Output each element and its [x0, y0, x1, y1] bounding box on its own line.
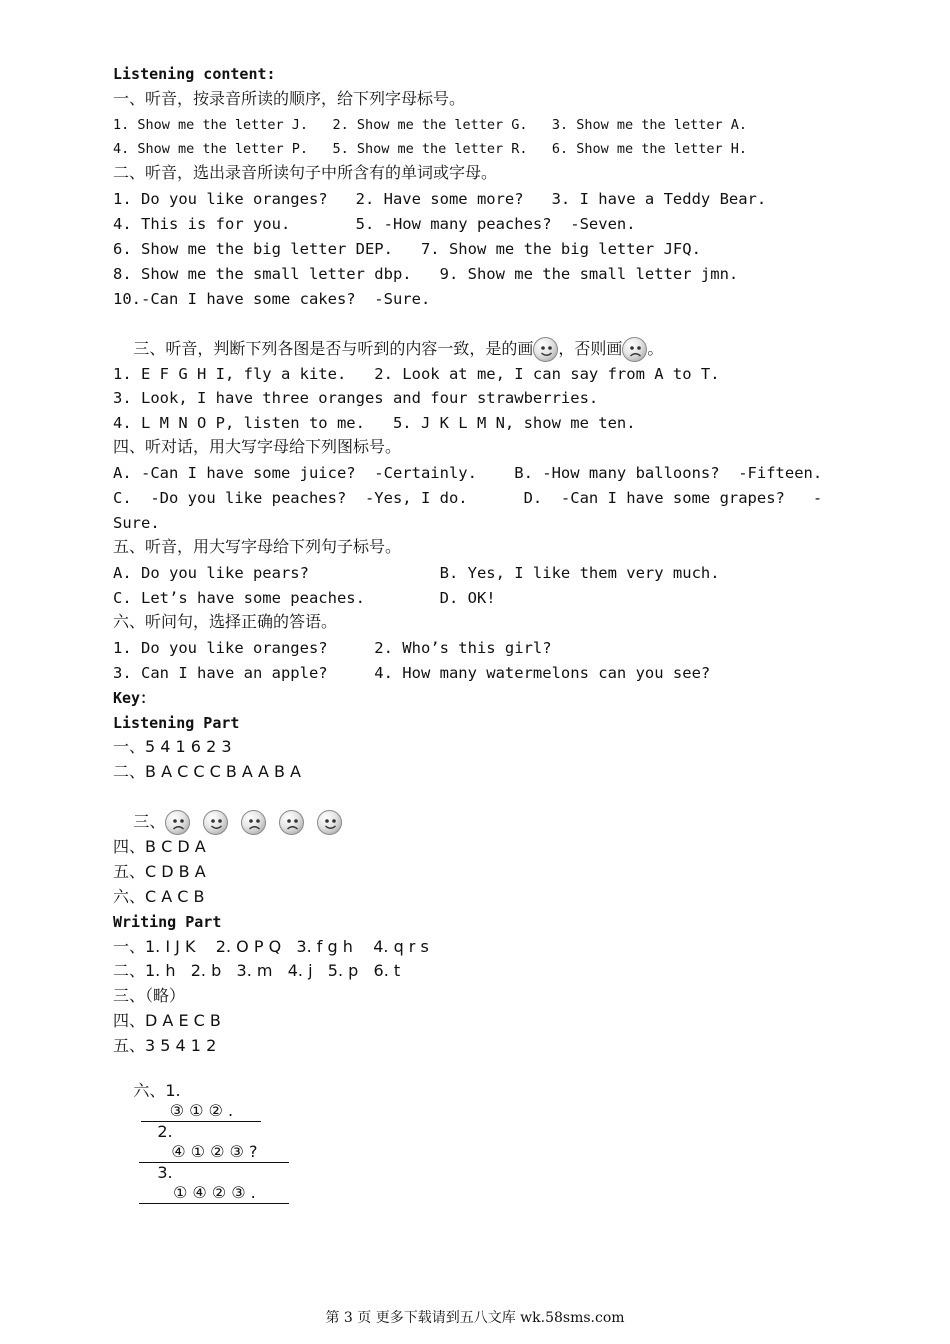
- section-6-title: 六、听问句，选择正确的答语。: [113, 612, 338, 631]
- listening-content-title: Listening content:: [113, 65, 276, 83]
- section-2-row: 1. Do you like oranges? 2. Have some more? 3. I have a Teddy Bear.: [113, 190, 767, 208]
- listening-part-title: Listening Part: [113, 714, 240, 732]
- section-5-row: A. Do you like pears? B. Yes, I like them very much.: [113, 564, 720, 582]
- key-listening-4: 四、B C D A: [113, 837, 206, 856]
- key-writing-6: [113, 1061, 289, 1224]
- key-writing-6-prefix: 六、1.: [133, 1081, 181, 1100]
- section-2-title: 二、听音，选出录音所读句子中所含有的单词或字母。: [113, 163, 498, 182]
- key-listening-3-label: 三、: [133, 812, 166, 831]
- key-listening-1: 一、5 4 1 6 2 3: [113, 737, 232, 756]
- section-1-row: 4. Show me the letter P. 5. Show me the letter R. 6. Show me the letter H.: [113, 141, 747, 157]
- answer-label-3: 3.: [157, 1163, 173, 1182]
- sad-face-icon: [165, 810, 190, 835]
- writing-part-title: Writing Part: [113, 913, 222, 931]
- key-writing-1: 一、1. I J K 2. O P Q 3. f g h 4. q r s: [113, 937, 429, 956]
- section-3-title-a: 三、听音，判断下列各图是否与听到的内容一致，是的画: [133, 339, 534, 358]
- answer-blank-1: ③ ① ② .: [141, 1101, 261, 1122]
- section-5-title: 五、听音，用大写字母给下列句子标号。: [113, 537, 402, 556]
- section-3-title-c: 。: [647, 339, 664, 358]
- answer-blank-3: ① ④ ② ③ .: [139, 1183, 289, 1204]
- page-footer: 第 3 页 更多下载请到五八文库 wk.58sms.com: [325, 1310, 625, 1326]
- happy-face-icon: [317, 810, 342, 835]
- key-writing-3: 三、（略）: [113, 986, 186, 1005]
- key-writing-4: 四、D A E C B: [113, 1011, 221, 1030]
- sad-face-icon: [622, 337, 647, 362]
- section-3-row: 4. L M N O P, listen to me. 5. J K L M N, show me ten.: [113, 414, 636, 432]
- key-listening-6: 六、C A C B: [113, 887, 205, 906]
- section-4-row: Sure.: [113, 514, 160, 532]
- key-writing-5: 五、3 5 4 1 2: [113, 1036, 217, 1055]
- answer-label-2: 2.: [157, 1122, 173, 1141]
- happy-face-icon: [203, 810, 228, 835]
- section-2-row: 8. Show me the small letter dbp. 9. Show me the small letter jmn.: [113, 265, 739, 283]
- key-writing-2: 二、1. h 2. b 3. m 4. j 5. p 6. t: [113, 961, 401, 980]
- section-3-title-b: ，否则画: [558, 339, 623, 358]
- section-3-row: 1. E F G H I, fly a kite. 2. Look at me, I can say from A to T.: [113, 365, 720, 383]
- section-6-row: 3. Can I have an apple? 4. How many watermelons can you see?: [113, 664, 711, 682]
- section-2-row: 4. This is for you. 5. -How many peaches? -Seven.: [113, 215, 636, 233]
- key-listening-2: 二、B A C C C B A A B A: [113, 762, 302, 781]
- section-6-row: 1. Do you like oranges? 2. Who’s this girl?: [113, 639, 552, 657]
- section-3-row: 3. Look, I have three oranges and four strawberries.: [113, 389, 599, 407]
- section-4-row: C. -Do you like peaches? -Yes, I do. D. -Can I have some grapes? -: [113, 489, 823, 507]
- section-4-title: 四、听对话，用大写字母给下列图标号。: [113, 437, 402, 456]
- section-1-row: 1. Show me the letter J. 2. Show me the letter G. 3. Show me the letter A.: [113, 117, 747, 133]
- sad-face-icon: [279, 810, 304, 835]
- key-listening-5: 五、C D B A: [113, 862, 206, 881]
- section-1-title: 一、听音，按录音所读的顺序，给下列字母标号。: [113, 89, 466, 108]
- happy-face-icon: [533, 337, 558, 362]
- sad-face-icon: [241, 810, 266, 835]
- section-5-row: C. Let’s have some peaches. D. OK!: [113, 589, 496, 607]
- section-4-row: A. -Can I have some juice? -Certainly. B. -How many balloons? -Fifteen.: [113, 464, 823, 482]
- answer-blank-2: ④ ① ② ③ ?: [139, 1142, 289, 1163]
- section-2-row: 10.-Can I have some cakes? -Sure.: [113, 290, 431, 308]
- section-2-row: 6. Show me the big letter DEP. 7. Show me the big letter JFQ.: [113, 240, 701, 258]
- key-title: Key：: [113, 689, 156, 707]
- key-faces-row: [165, 812, 355, 831]
